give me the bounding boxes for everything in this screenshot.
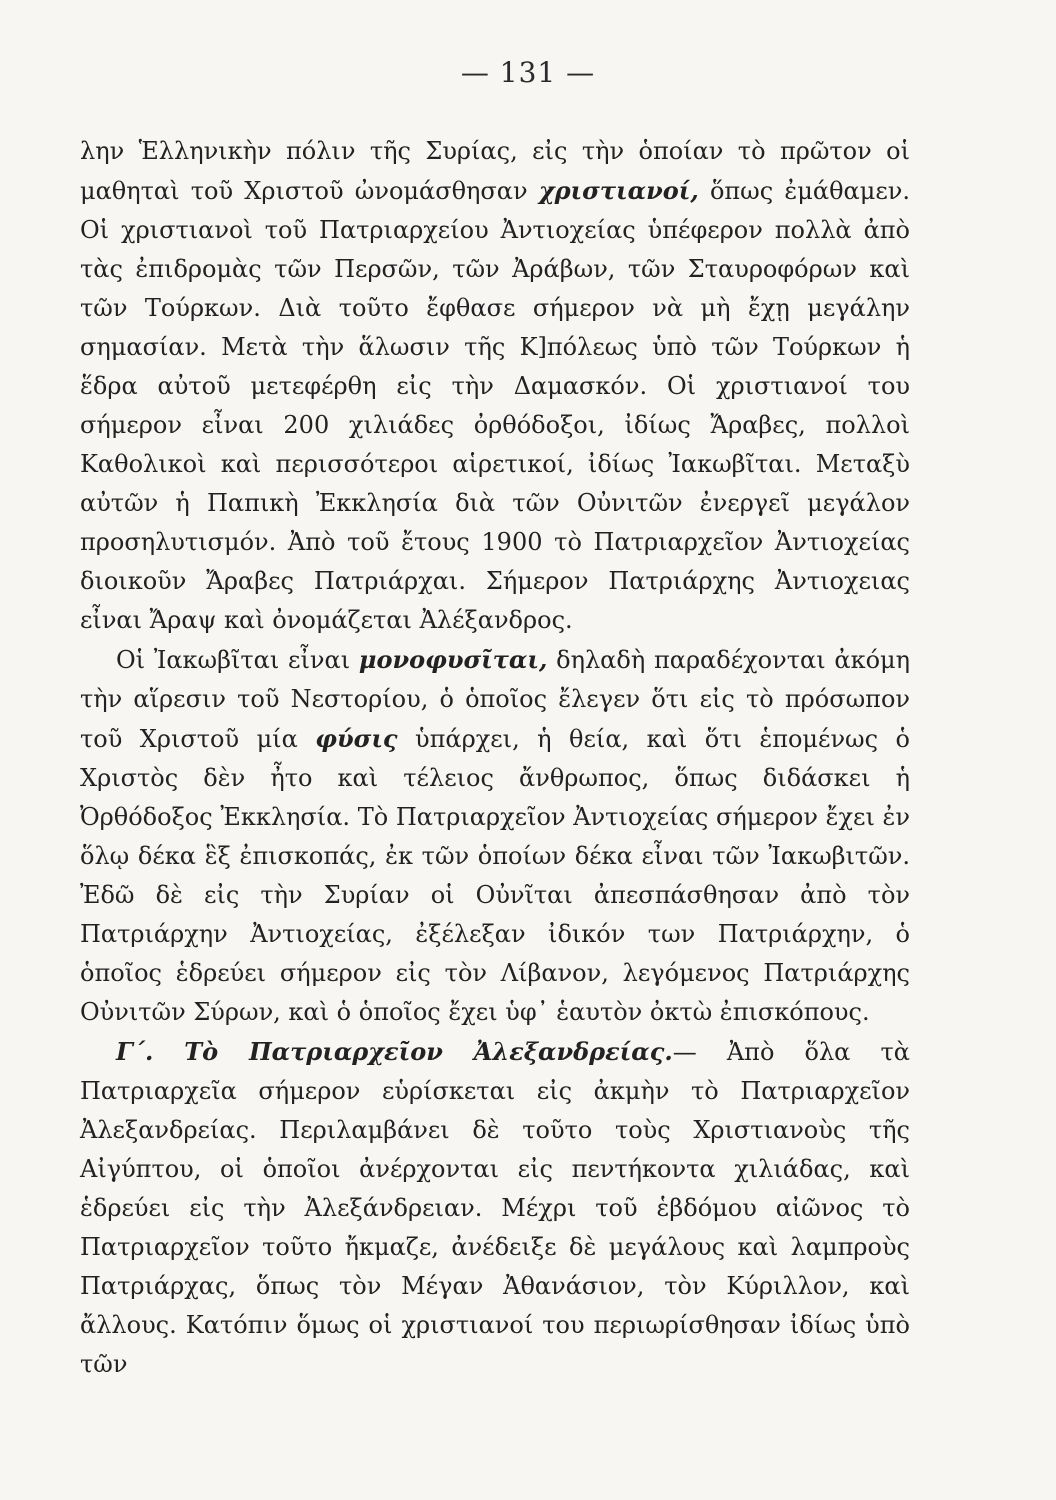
paragraph-jacobites bbox=[80, 640, 910, 1032]
emphasis-term: μονοφυσῖται, bbox=[358, 645, 548, 674]
text-run: Οἱ Ἰακωβῖται εἶναι bbox=[116, 646, 359, 674]
body-text bbox=[80, 132, 910, 1384]
paragraph-alexandria bbox=[80, 1032, 910, 1384]
text-run: δηλαδὴ παραδέχονται ἀκόμη τὴν αἵρεσιν τοῦ Νεστορίου, ὁ ὁποῖος ἔλεγεν ὅτι εἰς τὸ πρόσωπον τοῦ Χριστοῦ μία bbox=[80, 646, 911, 753]
text-run: ὑπάρχει, ἡ θεία, καὶ ὅτι ἑπομένως ὁ Χριστὸς δὲν ἦτο καὶ τέλειος ἄνθρωπος, ὅπως διδάσκει ἡ Ὀρθόδοξος Ἐκκλησία. Τὸ Πατριαρχεῖον Ἀντιοχείας σήμερον ἔχει ἐν ὅλῳ δέκα ἓξ ἐπισκοπάς, ἐκ τῶν ὁποίων δέκα εἶναι τῶν Ἰακωβιτῶν. Ἐδῶ δὲ εἰς τὴν Συρίαν οἱ Οὐνῖται ἀπεσπάσθησαν ἀπὸ τὸν Πατριάρχην Ἀντιοχείας, ἐξέλεξαν ἰδικόν των Πατριάρχην, ὁ ὁποῖος ἑδρεύει σήμερον εἰς τὸν Λίβανον, λεγόμενος Πατριάρχης Οὐνιτῶν Σύρων, καὶ ὁ ὁποῖος ἔχει ὑφ᾽ ἑαυτὸν ὀκτὼ ἐπισκόπους. bbox=[80, 725, 910, 1026]
section-heading: Γ΄. Τὸ Πατριαρχεῖον Ἀλεξανδρείας. bbox=[116, 1037, 673, 1066]
text-run: λην Ἑλληνικὴν πόλιν τῆς Συρίας, εἰς τὴν ὁποίαν τὸ πρῶτον οἱ μαθηταὶ τοῦ Χριστοῦ ὠνομάσθησαν bbox=[80, 137, 910, 205]
emphasis-term: φύσις bbox=[315, 724, 398, 753]
page-number: — 131 — bbox=[460, 56, 596, 89]
emphasis-term: χριστιανοί, bbox=[538, 176, 699, 205]
text-run: ὅπως ἐμάθαμεν. Οἱ χριστιανοὶ τοῦ Πατριαρχείου Ἀντιοχείας ὑπέφερον πολλὰ ἀπὸ τὰς ἐπιδρομὰς τῶν Περσῶν, τῶν Ἀράβων, τῶν Σταυροφόρων καὶ τῶν Τούρκων. Διὰ τοῦτο ἔφθασε σήμερον νὰ μὴ ἔχῃ μεγάλην σημασίαν. Μετὰ τὴν ἅλωσιν τῆς Κ]πόλεως ὑπὸ τῶν Τούρκων ἡ ἕδρα αὐτοῦ μετεφέρθη εἰς τὴν Δαμασκόν. Οἱ χριστιανοί του σήμερον εἶναι 200 χιλιάδες ὀρθόδοξοι, ἰδίως Ἄραβες, πολλοὶ Καθολικοὶ καὶ περισσότεροι αἱρετικοί, ἰδίως Ἰακωβῖται. Μεταξὺ αὐτῶν ἡ Παπικὴ Ἐκκλησία διὰ τῶν Οὐνιτῶν ἐνεργεῖ μεγάλον προσηλυτισμόν. Ἀπὸ τοῦ ἔτους 1900 τὸ Πατριαρχεῖον Ἀντιοχείας διοικοῦν Ἄραβες Πατριάρχαι. Σήμερον Πατριάρχης Ἀντιοχειας εἶναι Ἄραψ καὶ ὀνομάζεται Ἀλέξανδρος. bbox=[80, 177, 910, 634]
text-run: — Ἀπὸ ὅλα τὰ Πατριαρχεῖα σήμερον εὑρίσκεται εἰς ἀκμὴν τὸ Πατριαρχεῖον Ἀλεξανδρείας. Περιλαμβάνει δὲ τοῦτο τοὺς Χριστιανοὺς τῆς Αἰγύπτου, οἱ ὁποῖοι ἀνέρχονται εἰς πεντήκοντα χιλιάδας, καὶ ἑδρεύει εἰς τὴν Ἀλεξάνδρειαν. Μέχρι τοῦ ἑβδόμου αἰῶνος τὸ Πατριαρχεῖον τοῦτο ἤκμαζε, ἀνέδειξε δὲ μεγάλους καὶ λαμπροὺς Πατριάρχας, ὅπως τὸν Μέγαν Ἀθανάσιον, τὸν Κύριλλον, καὶ ἄλλους. Κατόπιν ὅμως οἱ χριστιανοί του περιωρίσθησαν ἰδίως ὑπὸ τῶν bbox=[80, 1038, 910, 1378]
paragraph-antioch-history bbox=[80, 132, 910, 640]
